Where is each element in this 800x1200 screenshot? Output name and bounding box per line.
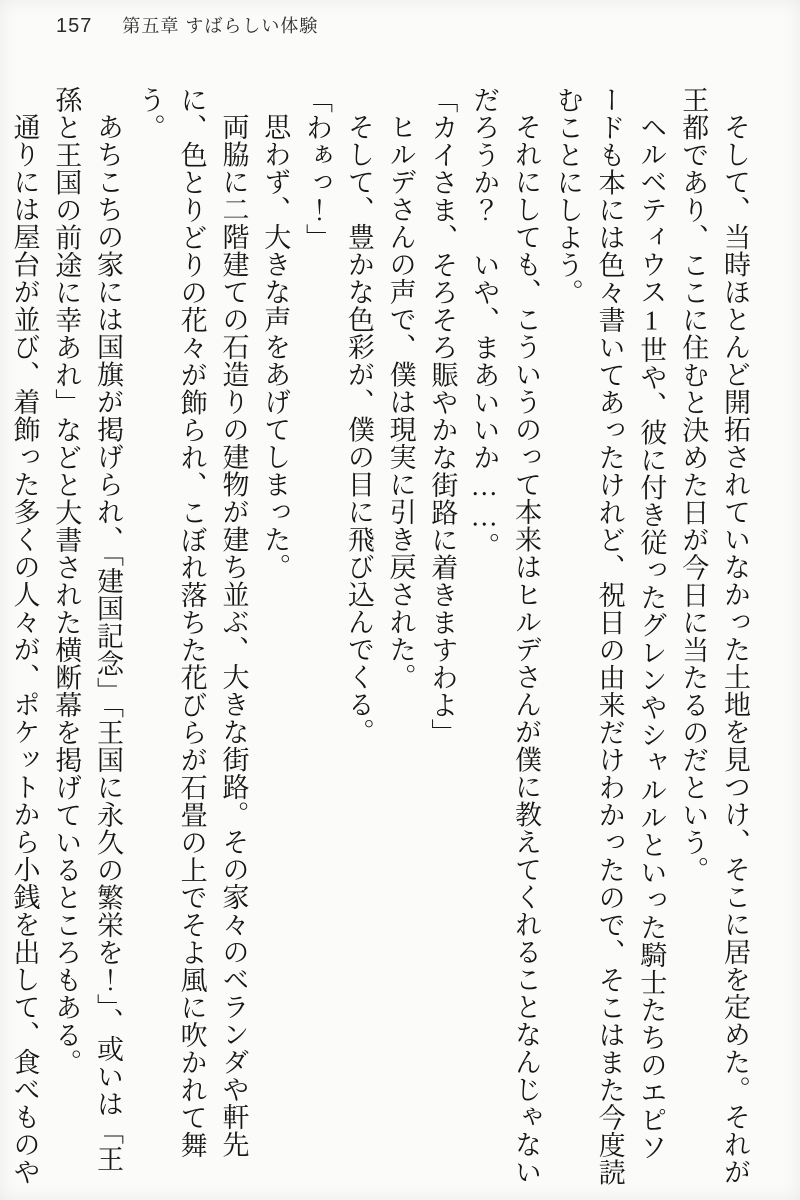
paragraph: 両脇に二階建ての石造りの建物が建ち並ぶ、大きな街路。その家々のベランダや軒先に、色とりどりの花々が飾られ、こぼれ落ちた花びらが石畳の上でそよ風に吹かれて舞う。 <box>134 86 249 1159</box>
paragraph: それにしても、こういうのって本来はヒルデさんが僕に教えてくれることなんじゃないだろうか？ いや、まあいいか……。 <box>469 86 542 1186</box>
paragraph: ヒルデさんの声で、僕は現実に引き戻された。 <box>385 113 416 691</box>
paragraph: あちこちの家には国旗が掲げられ、「建国記念」「王国に永久の繁栄を！」、或いは「王孫と王国の前途に幸あれ」などと大書された横断幕を掲げているところもある。 <box>51 86 124 1173</box>
paragraph: そして、当時ほとんど開拓されていなかった土地を見つけ、そこに居を定めた。それが王都であり、ここに住むと決めた日が今日に当たるのだという。 <box>678 86 750 1186</box>
paragraph: 思わず、大きな声をあげてしまった。 <box>260 113 291 581</box>
running-header <box>56 12 318 38</box>
book-text <box>3 86 755 1187</box>
paragraph: 「わぁっ！」 <box>302 86 333 251</box>
page-number: 157 <box>56 15 93 37</box>
paragraph: ヘルベティウス1世や、彼に付き従ったグレンやシャルルといった騎士たちのエピソードも本には色々書いてあったけれど、祝日の由来だけわかったので、そこはまた今度読むことにしよう。 <box>552 86 667 1186</box>
paragraph: そして、豊かな色彩が、僕の目に飛び込んでくる。 <box>343 113 374 746</box>
paragraph: 通りには屋台が並び、着飾った多くの人々が、ポケットから小銭を出して、食べものや <box>9 113 40 1186</box>
paragraph: 「カイさま、そろそろ賑やかな街路に着きますわよ」 <box>427 86 458 746</box>
chapter-title: 第五章 すばらしい体験 <box>122 16 319 36</box>
